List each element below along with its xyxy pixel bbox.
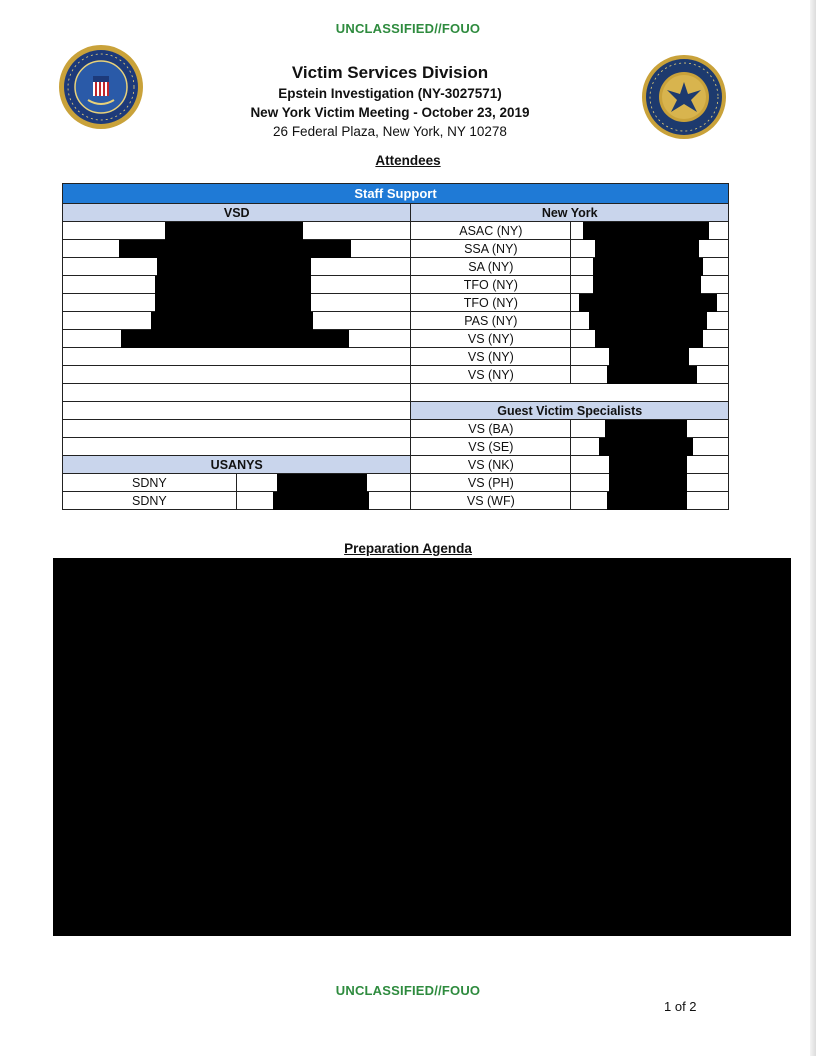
doj-fbi-seal-icon (58, 44, 144, 130)
name-cell (571, 492, 729, 510)
redaction-box (151, 312, 313, 330)
table-row (63, 384, 729, 402)
name-cell (571, 294, 729, 312)
table-row (63, 402, 729, 420)
table-row (63, 330, 729, 348)
classification-marking-bottom: UNCLASSIFIED//FOUO (335, 983, 481, 998)
vsd-attendee-cell (63, 258, 411, 276)
table-row (63, 240, 729, 258)
redaction-box (119, 240, 351, 258)
table-row (63, 348, 729, 366)
vsd-attendee-cell (63, 240, 411, 258)
role-cell: SSA (NY) (411, 240, 571, 258)
redaction-box (157, 258, 311, 276)
table-row (63, 474, 729, 492)
vsd-attendee-cell (63, 276, 411, 294)
table-row (63, 438, 729, 456)
classification-marking-top: UNCLASSIFIED//FOUO (335, 21, 481, 36)
vsd-attendee-cell (63, 366, 411, 384)
blank-cell (411, 384, 729, 402)
redaction-box (583, 222, 709, 240)
redaction-box (607, 492, 687, 510)
division-title: Victim Services Division (291, 63, 489, 82)
role-cell: SA (NY) (411, 258, 571, 276)
table-row (63, 420, 729, 438)
name-cell (571, 474, 729, 492)
table-row (63, 204, 729, 222)
preparation-agenda-heading: Preparation Agenda (344, 541, 472, 556)
redaction-box (165, 222, 303, 240)
meeting-line: New York Victim Meeting - October 23, 2019 (250, 105, 530, 120)
role-cell: VS (SE) (411, 438, 571, 456)
vsd-attendee-cell (63, 348, 411, 366)
name-cell (571, 366, 729, 384)
vsd-attendee-cell (63, 222, 411, 240)
table-row (63, 276, 729, 294)
name-cell (571, 312, 729, 330)
role-cell: VS (NY) (411, 366, 571, 384)
role-cell: VS (PH) (411, 474, 571, 492)
vsd-attendee-cell (63, 330, 411, 348)
redaction-box (121, 330, 349, 348)
staff-support-banner: Staff Support (63, 184, 729, 204)
vsd-attendee-cell (63, 402, 411, 420)
redaction-box (595, 240, 699, 258)
name-cell (571, 330, 729, 348)
redaction-box (593, 276, 701, 294)
name-cell (571, 456, 729, 474)
attendees-heading: Attendees (375, 153, 441, 168)
name-cell (571, 438, 729, 456)
usanys-name-cell (236, 492, 411, 510)
role-cell: VS (NY) (411, 348, 571, 366)
name-cell (571, 420, 729, 438)
usanys-header: USANYS (63, 456, 411, 474)
table-row (63, 366, 729, 384)
redaction-box (609, 456, 687, 474)
usanys-name-cell (236, 474, 411, 492)
guest-victim-specialists-header: Guest Victim Specialists (411, 402, 729, 420)
redaction-box (155, 276, 311, 294)
redaction-box (579, 294, 717, 312)
table-row (63, 312, 729, 330)
redaction-box (605, 420, 687, 438)
victim-services-division-seal-icon (641, 54, 727, 140)
redaction-box (607, 366, 697, 384)
redaction-box (589, 312, 707, 330)
table-row (63, 184, 729, 204)
agenda-redaction-block (53, 558, 791, 936)
name-cell (571, 276, 729, 294)
role-cell: VS (BA) (411, 420, 571, 438)
role-cell: ASAC (NY) (411, 222, 571, 240)
investigation-line: Epstein Investigation (NY-3027571) (278, 86, 502, 101)
vsd-attendee-cell (63, 294, 411, 312)
name-cell (571, 222, 729, 240)
redaction-box (277, 474, 367, 492)
usanys-org-cell: SDNY (63, 474, 237, 492)
role-cell: TFO (NY) (411, 294, 571, 312)
new-york-header: New York (411, 204, 729, 222)
vsd-attendee-cell (63, 420, 411, 438)
table-row (63, 456, 729, 474)
address-line: 26 Federal Plaza, New York, NY 10278 (273, 124, 507, 139)
usanys-org-cell: SDNY (63, 492, 237, 510)
role-cell: TFO (NY) (411, 276, 571, 294)
name-cell (571, 240, 729, 258)
table-row (63, 294, 729, 312)
redaction-box (609, 474, 687, 492)
table-row (63, 258, 729, 276)
redaction-box (593, 258, 703, 276)
redaction-box (155, 294, 311, 312)
attendees-table (62, 183, 729, 510)
name-cell (571, 348, 729, 366)
vsd-header: VSD (63, 204, 411, 222)
table-row (63, 492, 729, 510)
role-cell: PAS (NY) (411, 312, 571, 330)
redaction-box (595, 330, 703, 348)
role-cell: VS (WF) (411, 492, 571, 510)
role-cell: VS (NK) (411, 456, 571, 474)
name-cell (571, 258, 729, 276)
role-cell: VS (NY) (411, 330, 571, 348)
redaction-box (609, 348, 689, 366)
table-row (63, 222, 729, 240)
vsd-attendee-cell (63, 384, 411, 402)
document-header (200, 62, 580, 141)
redaction-box (273, 492, 369, 510)
vsd-attendee-cell (63, 312, 411, 330)
vsd-attendee-cell (63, 438, 411, 456)
redaction-box (599, 438, 693, 456)
page-number: 1 of 2 (664, 999, 697, 1014)
